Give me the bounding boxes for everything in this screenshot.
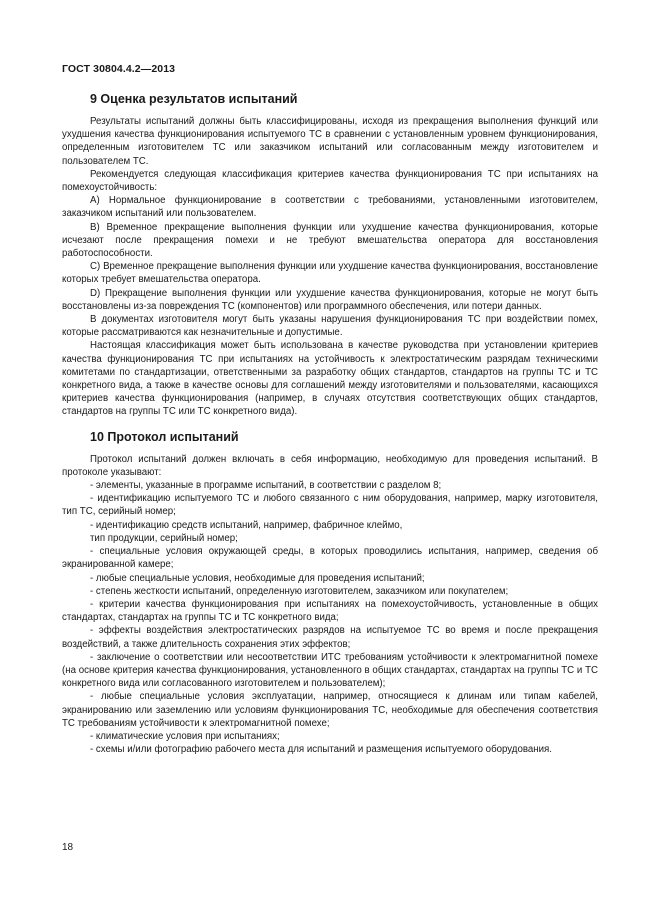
s10-list-item: - степень жесткости испытаний, определенную изготовителем, заказчиком или покупателем; bbox=[90, 585, 509, 597]
s9-paragraph-2: Рекомендуется следующая классификация критериев качества функционирования ТС при испытаниях на помехоустойчивость: bbox=[62, 168, 598, 194]
section-9-heading: 9 Оценка результатов испытаний bbox=[90, 92, 298, 106]
page-content bbox=[62, 92, 598, 756]
s9-criterion-b: В) Временное прекращение выполнения функции или ухудшение качества функционирования, которые исчезают после прекращения помехи и не требуют вмешательства оператора для восстановления работоспособности. bbox=[62, 221, 598, 260]
s10-paragraph-1: Протокол испытаний должен включать в себя информацию, необходимую для проведения испытаний. В протоколе указывают: bbox=[62, 453, 598, 478]
s10-list-item-continued: тип продукции, серийный номер; bbox=[90, 532, 238, 544]
s10-list-item: - климатические условия при испытаниях; bbox=[90, 730, 280, 742]
s10-list-item: - элементы, указанные в программе испытаний, в соответствии с разделом 8; bbox=[90, 480, 442, 492]
document-header: ГОСТ 30804.4.2—2013 bbox=[62, 63, 176, 75]
s10-list-item: - идентификацию испытуемого ТС и любого связанного с ним оборудования, например, марку изготовителя, тип ТС, серийный номер; bbox=[62, 493, 598, 518]
s10-list-item: - идентификацию средств испытаний, например, фабричное клеймо, bbox=[90, 519, 403, 531]
s9-paragraph-1: Результаты испытаний должны быть классифицированы, исходя из прекращения выполнения функций или ухудшения качества функционирования испытуемого ТС в сравнении с установленным уровнем функционирования, определенным изготовителем ТС или заказчиком испытаний или согласованным между изготовителем и пользователем ТС. bbox=[62, 116, 598, 167]
s9-criterion-a: А) Нормальное функционирование в соответствии с требованиями, установленными изготовителем, заказчиком испытаний или пользователем. bbox=[62, 195, 598, 220]
s10-list-item: - схемы и/или фотографию рабочего места для испытаний и размещения испытуемого оборудования. bbox=[90, 744, 552, 756]
s10-list-item: - эффекты воздействия электростатических разрядов на испытуемое ТС во время и после прекращения воздействий, а также длительность сохранения этих эффектов; bbox=[62, 625, 598, 650]
page-number: 18 bbox=[62, 842, 74, 853]
s10-list-item: - критерии качества функционирования при испытаниях на помехоустойчивость, установленные в общих стандартах, стандартах на группы ТС и ТС конкретного вида; bbox=[62, 598, 598, 624]
s9-paragraph-7: В документах изготовителя могут быть указаны нарушения функционирования ТС при воздействии помех, которые рассматриваются как незначительные и допустимые. bbox=[62, 314, 598, 339]
s9-criterion-d: D) Прекращение выполнения функции или ухудшение качества функционирования, которые не могут быть восстановлены из-за повреждения ТС (компонентов) или программного обеспечения, или потери данных. bbox=[62, 287, 598, 312]
s10-list-item: - любые специальные условия эксплуатации, например, относящиеся к длинам или типам кабелей, экранированию или заземлению или условиям функционирования ТС, необходимые для обеспечения соответствия ТС требованиям устойчивости к электромагнитной помехе; bbox=[62, 691, 598, 729]
s9-paragraph-8: Настоящая классификация может быть использована в качестве руководства при установлении критериев качества функционирования ТС при испытаниях на устойчивость к электростатическим разрядам техническими комитетами по стандартизации, ответственными за разработку общих стандартов, стандартов на группы ТС и ТС конкретного вида, а также в качестве основы для соглашений между изготовителями и пользователями, касающихся критериев качества функционирования (например, в случаях отсутствия соответствующих общих стандартов, стандартов на группы ТС или ТС конкретного вида). bbox=[62, 340, 598, 418]
section-10-heading: 10 Протокол испытаний bbox=[90, 429, 239, 444]
s9-criterion-c: С) Временное прекращение выполнения функции или ухудшение качества функционирования, восстановление которых требует вмешательства оператора. bbox=[62, 261, 598, 286]
s10-list-item: - заключение о соответствии или несоответствии ИТС требованиям устойчивости к электромагнитной помехе (на основе критерия качества функционирования, установленного в общих стандартах, стандартах на группы ТС и ТС конкретного вида или согласованного изготовителем и пользователем); bbox=[62, 651, 598, 690]
s10-list-item: - специальные условия окружающей среды, в которых проводились испытания, например, сведения об экранированной камере; bbox=[62, 546, 598, 571]
s10-list-item: - любые специальные условия, необходимые для проведения испытаний; bbox=[90, 572, 425, 584]
